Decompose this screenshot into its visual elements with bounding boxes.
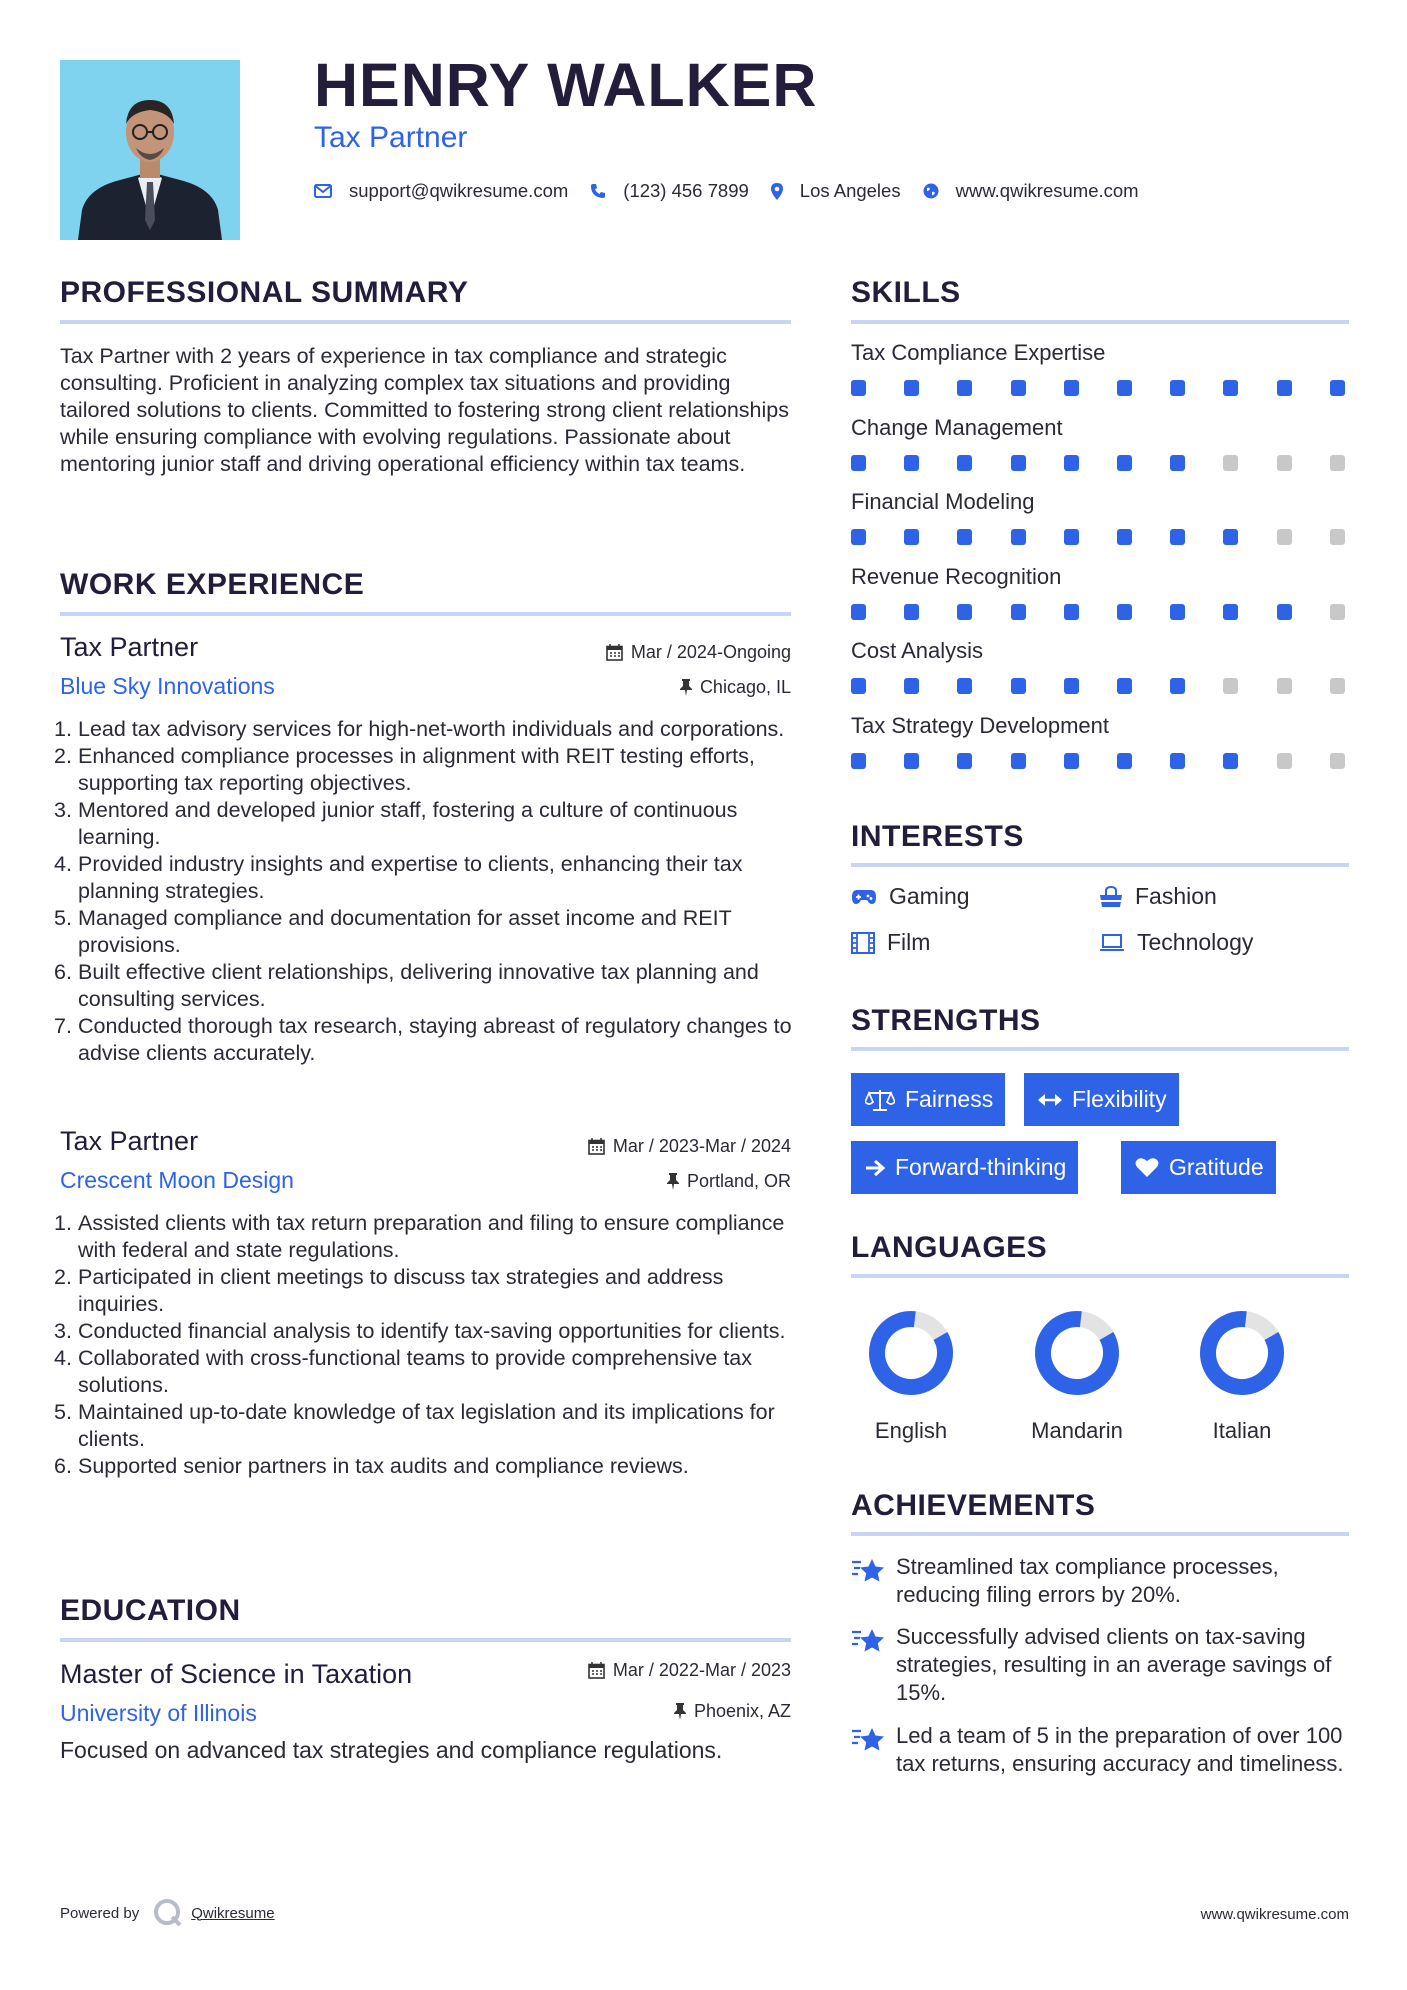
skill-dot-empty: [1277, 678, 1292, 694]
strength-label: Flexibility: [1072, 1086, 1167, 1112]
education-description: Focused on advanced tax strategies and compliance regulations.: [60, 1737, 723, 1763]
job-bullet-list: [54, 1210, 805, 1480]
job-location-text: Portland, OR: [686, 1171, 791, 1191]
interest-label: Gaming: [889, 883, 970, 909]
bullet-number: 1.: [54, 717, 72, 741]
contact-email[interactable]: [314, 180, 568, 202]
language-donut: [1032, 1308, 1122, 1398]
skill-dot-filled: [1117, 455, 1132, 471]
interest-item: [1099, 883, 1217, 910]
job-bullet-item: [54, 1345, 805, 1399]
job-date-text: Mar / 2024-Ongoing: [630, 642, 791, 662]
skill-dot-empty: [1330, 753, 1345, 769]
donut-fill: [1032, 1308, 1122, 1398]
bullet-text: Collaborated with cross-functional teams to provide comprehensive tax solutions.: [78, 1346, 752, 1397]
skill-dot-filled: [1011, 678, 1026, 694]
powered-by-text: Powered by: [60, 1904, 140, 1922]
skill-rating: [851, 380, 1349, 396]
film-icon: [851, 932, 875, 954]
skill-dot-filled: [1064, 753, 1079, 769]
skill-dot-filled: [1064, 455, 1079, 471]
bullet-text: Participated in client meetings to discuss tax strategies and address inquiries.: [78, 1265, 724, 1316]
skill-dot-filled: [957, 455, 972, 471]
bullet-text: Assisted clients with tax return preparation and filing to ensure compliance with federal and state regulations.: [78, 1211, 785, 1262]
section-rule: [851, 320, 1349, 324]
contact-website[interactable]: [923, 180, 1139, 202]
skill-name: Tax Strategy Development: [851, 712, 1110, 738]
skill-dot-filled: [851, 380, 866, 396]
donut-fill: [866, 1308, 956, 1398]
skill-dot-filled: [904, 604, 919, 620]
phone-text: (123) 456 7899: [623, 180, 749, 201]
balance-scale-icon: [865, 1089, 895, 1111]
language-name: English: [874, 1418, 948, 1443]
job-bullet-item: [54, 797, 805, 851]
map-pin-icon: [771, 183, 783, 200]
skill-dot-filled: [904, 455, 919, 471]
language-item: [846, 1308, 976, 1443]
contact-location: [771, 180, 901, 202]
job-title: Tax Partner: [60, 632, 199, 662]
skill-dot-filled: [1170, 380, 1185, 396]
skill-dot-empty: [1277, 753, 1292, 769]
skill-dot-filled: [851, 604, 866, 620]
bullet-text: Supported senior partners in tax audits and compliance reviews.: [78, 1454, 689, 1478]
strength-badge: [1024, 1073, 1179, 1126]
phone-icon: [590, 183, 606, 199]
skill-dot-filled: [1011, 380, 1026, 396]
strength-label: Forward-thinking: [895, 1154, 1067, 1180]
bullet-number: 1.: [54, 1211, 72, 1235]
skill-dot-empty: [1330, 678, 1345, 694]
skill-dot-filled: [1064, 604, 1079, 620]
bullet-number: 4.: [54, 1346, 72, 1370]
job-bullet-item: [54, 1318, 805, 1345]
skill-dot-filled: [1011, 529, 1026, 545]
section-rule: [60, 1638, 791, 1642]
calendar-icon: [606, 644, 623, 661]
envelope-icon: [314, 184, 332, 198]
skill-dot-filled: [904, 678, 919, 694]
email-text: support@qwikresume.com: [349, 180, 569, 201]
bullet-number: 6.: [54, 960, 72, 984]
language-item: [1012, 1308, 1142, 1443]
shopping-bag-icon: [1099, 886, 1123, 908]
job-bullet-item: [54, 716, 805, 743]
candidate-name: HENRY WALKER: [314, 51, 818, 119]
language-name: Mandarin: [1031, 1418, 1123, 1443]
contact-bar: [314, 180, 1161, 202]
job-bullet-item: [54, 1453, 805, 1480]
star-icon: [851, 1627, 885, 1655]
job-title: Tax Partner: [60, 1126, 199, 1156]
skill-dot-filled: [1117, 753, 1132, 769]
job-bullet-item: [54, 1210, 805, 1264]
skill-name: Financial Modeling: [851, 489, 1035, 514]
bullet-number: 4.: [54, 852, 72, 876]
interest-label: Fashion: [1135, 883, 1217, 909]
bullet-text: Provided industry insights and expertise to clients, enhancing their tax planning strategies.: [78, 852, 743, 903]
gamepad-icon: [851, 888, 877, 906]
strength-badge: [1121, 1141, 1276, 1194]
education-school: University of Illinois: [60, 1700, 257, 1726]
skill-rating: [851, 604, 1349, 620]
skill-dot-filled: [904, 753, 919, 769]
skill-dot-filled: [957, 380, 972, 396]
pushpin-icon: [680, 679, 692, 696]
star-icon: [851, 1557, 885, 1585]
skill-dot-filled: [904, 529, 919, 545]
brand-link[interactable]: Qwikresume: [191, 1904, 275, 1922]
education-location-text: Phoenix, AZ: [693, 1701, 791, 1721]
section-rule: [851, 1532, 1349, 1536]
pushpin-icon: [674, 1703, 686, 1720]
calendar-icon: [588, 1662, 605, 1679]
achievement-text: Led a team of 5 in the preparation of over 100 tax returns, ensuring accuracy and timeliness.: [896, 1723, 1344, 1776]
bullet-text: Conducted thorough tax research, staying abreast of regulatory changes to advise clients accurately.: [78, 1014, 792, 1065]
skill-dot-filled: [851, 678, 866, 694]
job-bullet-list: [54, 716, 805, 1067]
job-bullet-item: [54, 743, 805, 797]
skill-dot-filled: [1223, 529, 1238, 545]
skill-dot-filled: [1117, 678, 1132, 694]
skill-dot-filled: [1170, 455, 1185, 471]
profile-photo: [60, 60, 240, 240]
job-bullet-item: [54, 1399, 805, 1453]
skill-dot-filled: [904, 380, 919, 396]
skill-dot-filled: [957, 604, 972, 620]
skill-dot-filled: [957, 529, 972, 545]
job-location: [667, 1171, 791, 1192]
candidate-role: Tax Partner: [314, 121, 468, 154]
contact-phone[interactable]: [590, 180, 749, 202]
qwikresume-logo-icon: [153, 1898, 183, 1928]
interest-item: [851, 883, 970, 910]
skill-rating: [851, 455, 1349, 471]
section-title-experience: WORK EXPERIENCE: [60, 568, 365, 601]
interest-item: [1099, 929, 1253, 956]
skill-name: Cost Analysis: [851, 638, 984, 663]
bullet-number: 2.: [54, 744, 72, 768]
job-bullet-item: [54, 851, 805, 905]
skill-dot-filled: [851, 455, 866, 471]
skill-dot-empty: [1223, 455, 1238, 471]
skill-name: Change Management: [851, 414, 1063, 440]
skill-dot-filled: [1330, 380, 1345, 396]
bullet-text: Conducted financial analysis to identify tax-saving opportunities for clients.: [78, 1319, 786, 1343]
skill-name: Revenue Recognition: [851, 563, 1062, 589]
skill-dot-empty: [1277, 529, 1292, 545]
education-date: [588, 1660, 791, 1681]
achievement-text: Successfully advised clients on tax-saving strategies, resulting in an average savings of 15%.: [896, 1624, 1332, 1705]
section-title-strengths: STRENGTHS: [851, 1004, 1041, 1037]
skill-dot-filled: [1277, 604, 1292, 620]
job-bullet-item: [54, 1264, 805, 1318]
skill-dot-filled: [957, 753, 972, 769]
skill-dot-filled: [1170, 678, 1185, 694]
globe-icon: [923, 183, 939, 199]
arrow-right-icon: [865, 1159, 885, 1177]
interest-label: Film: [887, 929, 931, 955]
job-bullet-item: [54, 1013, 805, 1067]
section-rule: [851, 863, 1349, 867]
section-rule: [851, 1274, 1349, 1278]
bullet-number: 3.: [54, 1319, 72, 1343]
job-bullet-item: [54, 905, 805, 959]
star-icon: [851, 1726, 885, 1754]
section-title-summary: PROFESSIONAL SUMMARY: [60, 276, 469, 309]
bullet-text: Built effective client relationships, delivering innovative tax planning and consulting services.: [78, 960, 759, 1011]
skill-name: Tax Compliance Expertise: [851, 340, 1106, 365]
section-rule: [851, 1047, 1349, 1051]
skill-rating: [851, 678, 1349, 694]
strength-badge: [851, 1141, 1078, 1194]
language-donut: [1197, 1308, 1287, 1398]
skill-dot-filled: [1223, 604, 1238, 620]
strength-label: Gratitude: [1169, 1154, 1264, 1180]
location-text: Los Angeles: [799, 180, 901, 201]
skill-rating: [851, 753, 1349, 769]
strength-badge: [851, 1073, 1005, 1126]
footer-powered-by: [60, 1898, 275, 1928]
calendar-icon: [588, 1138, 605, 1155]
education-degree: Master of Science in Taxation: [60, 1659, 413, 1689]
website-text: www.qwikresume.com: [955, 180, 1139, 201]
skill-dot-filled: [1170, 604, 1185, 620]
skill-dot-filled: [1277, 380, 1292, 396]
bullet-text: Enhanced compliance processes in alignment with REIT testing efforts, supporting tax reporting objectives.: [78, 744, 755, 795]
summary-text: Tax Partner with 2 years of experience in tax compliance and strategic consulting. Proficient in analyzing complex tax situations and providing tailored solutions to clients. Committed to fostering strong client relationships while ensuring compliance with evolving regulations. Passionate about mentoring junior staff and driving operational efficiency within tax teams.: [60, 344, 789, 476]
skill-dot-filled: [1223, 753, 1238, 769]
arrows-horizontal-icon: [1038, 1093, 1062, 1107]
job-date-text: Mar / 2023-Mar / 2024: [612, 1136, 791, 1156]
job-bullet-item: [54, 959, 805, 1013]
strength-label: Fairness: [905, 1086, 994, 1112]
laptop-icon: [1099, 934, 1125, 952]
skill-dot-filled: [1223, 380, 1238, 396]
skill-dot-filled: [1170, 529, 1185, 545]
skill-dot-empty: [1330, 529, 1345, 545]
language-donut: [866, 1308, 956, 1398]
footer-website[interactable]: www.qwikresume.com: [1200, 1906, 1349, 1923]
interest-label: Technology: [1137, 929, 1254, 955]
interest-item: [851, 929, 930, 956]
bullet-text: Maintained up-to-date knowledge of tax legislation and its implications for clients.: [78, 1400, 775, 1451]
job-company: Blue Sky Innovations: [60, 673, 275, 699]
skill-dot-filled: [1011, 753, 1026, 769]
bullet-number: 2.: [54, 1265, 72, 1289]
bullet-text: Mentored and developed junior staff, fostering a culture of continuous learning.: [78, 798, 738, 849]
donut-fill: [1197, 1308, 1287, 1398]
skill-dot-filled: [1117, 380, 1132, 396]
pushpin-icon: [667, 1173, 679, 1190]
language-item: [1177, 1308, 1307, 1443]
job-date: [588, 1136, 791, 1157]
education-date-text: Mar / 2022-Mar / 2023: [612, 1660, 791, 1680]
skill-dot-filled: [851, 753, 866, 769]
skill-dot-empty: [1330, 604, 1345, 620]
section-rule: [60, 612, 791, 616]
bullet-number: 5.: [54, 906, 72, 930]
heart-icon: [1135, 1157, 1159, 1178]
job-date: [606, 642, 791, 663]
skill-dot-filled: [851, 529, 866, 545]
skill-dot-filled: [1117, 529, 1132, 545]
skill-dot-filled: [1170, 753, 1185, 769]
section-title-achievements: ACHIEVEMENTS: [851, 1489, 1096, 1522]
bullet-number: 7.: [54, 1014, 72, 1038]
language-name: Italian: [1212, 1418, 1272, 1443]
bullet-text: Managed compliance and documentation for asset income and REIT provisions.: [78, 906, 732, 957]
skill-dot-filled: [1064, 380, 1079, 396]
education-location: [674, 1701, 791, 1722]
bullet-text: Lead tax advisory services for high-net-worth individuals and corporations.: [78, 717, 785, 741]
skill-dot-filled: [1011, 455, 1026, 471]
skill-dot-empty: [1223, 678, 1238, 694]
skill-rating: [851, 529, 1349, 545]
bullet-number: 3.: [54, 798, 72, 822]
skill-dot-filled: [1011, 604, 1026, 620]
section-title-interests: INTERESTS: [851, 820, 1024, 853]
section-rule: [60, 320, 791, 324]
bullet-number: 5.: [54, 1400, 72, 1424]
job-company: Crescent Moon Design: [60, 1167, 294, 1193]
section-title-languages: LANGUAGES: [851, 1231, 1048, 1264]
job-location-text: Chicago, IL: [699, 677, 791, 697]
section-title-skills: SKILLS: [851, 276, 961, 309]
skill-dot-filled: [1064, 529, 1079, 545]
skill-dot-filled: [1064, 678, 1079, 694]
section-title-education: EDUCATION: [60, 1594, 241, 1627]
skill-dot-filled: [1117, 604, 1132, 620]
bullet-number: 6.: [54, 1454, 72, 1478]
achievement-text: Streamlined tax compliance processes, reducing filing errors by 20%.: [896, 1554, 1279, 1607]
skill-dot-empty: [1330, 455, 1345, 471]
skill-dot-empty: [1277, 455, 1292, 471]
skill-dot-filled: [957, 678, 972, 694]
job-location: [680, 677, 791, 698]
